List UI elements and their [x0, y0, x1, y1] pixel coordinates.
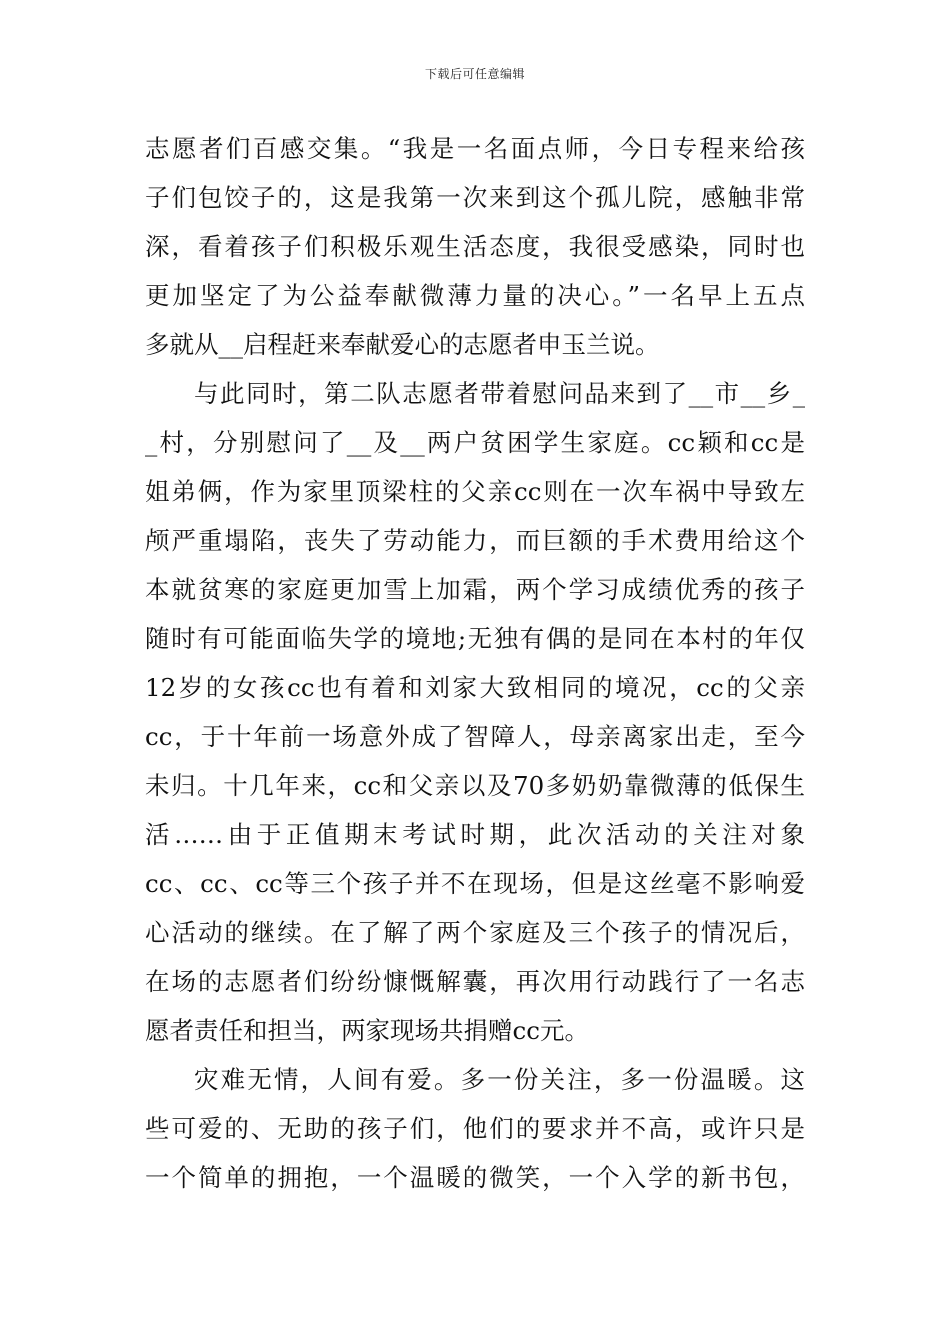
- text-line: 在场的志愿者们纷纷慷慨解囊，再次用行动践行了一名志: [145, 967, 805, 996]
- text-line: 颅严重塌陷，丧失了劳动能力，而巨额的手术费用给这个: [145, 526, 805, 555]
- text-line: 些可爱的、无助的孩子们，他们的要求并不高，或许只是: [145, 1114, 805, 1143]
- text-line: 姐弟俩，作为家里顶梁柱的父亲cc则在一次车祸中导致左: [145, 477, 805, 506]
- text-line: cc，于十年前一场意外成了智障人，母亲离家出走，至今: [145, 722, 805, 751]
- text-line: 与此同时，第二队志愿者带着慰问品来到了__市__乡_: [194, 379, 805, 408]
- text-line: 更加坚定了为公益奉献微薄力量的决心。”一名早上五点: [145, 281, 805, 310]
- text-line: 多就从__启程赶来奉献爱心的志愿者申玉兰说。: [145, 330, 660, 359]
- text-line: 随时有可能面临失学的境地;无独有偶的是同在本村的年仅: [145, 624, 805, 653]
- text-line: 12岁的女孩cc也有着和刘家大致相同的境况，cc的父亲: [145, 673, 805, 702]
- text-line: cc、cc、cc等三个孩子并不在现场，但是这丝毫不影响爱: [145, 869, 805, 898]
- paragraph-1: [145, 124, 805, 369]
- paragraph-3: [145, 1055, 805, 1202]
- text-line: 未归。十几年来，cc和父亲以及70多奶奶靠微薄的低保生: [145, 771, 805, 800]
- text-line: 灾难无情，人间有爱。多一份关注，多一份温暖。这: [194, 1065, 805, 1094]
- text-line: _村，分别慰问了__及__两户贫困学生家庭。cc颖和cc是: [145, 428, 805, 457]
- document-body: [145, 124, 805, 1202]
- text-line: 本就贫寒的家庭更加雪上加霜，两个学习成绩优秀的孩子: [145, 575, 805, 604]
- text-line: 一个简单的拥抱，一个温暖的微笑，一个入学的新书包，: [145, 1163, 805, 1192]
- text-line: 愿者责任和担当，两家现场共捐赠cc元。: [145, 1016, 589, 1045]
- text-line: 深，看着孩子们积极乐观生活态度，我很受感染，同时也: [145, 232, 805, 261]
- text-line: 活……由于正值期末考试时期，此次活动的关注对象: [145, 820, 805, 849]
- page-header: 下载后可任意编辑: [424, 67, 525, 81]
- text-line: 子们包饺子的，这是我第一次来到这个孤儿院，感触非常: [145, 183, 805, 212]
- text-line: 志愿者们百感交集。“我是一名面点师，今日专程来给孩: [145, 134, 805, 163]
- text-line: 心活动的继续。在了解了两个家庭及三个孩子的情况后，: [145, 918, 805, 947]
- paragraph-2: [145, 369, 805, 1055]
